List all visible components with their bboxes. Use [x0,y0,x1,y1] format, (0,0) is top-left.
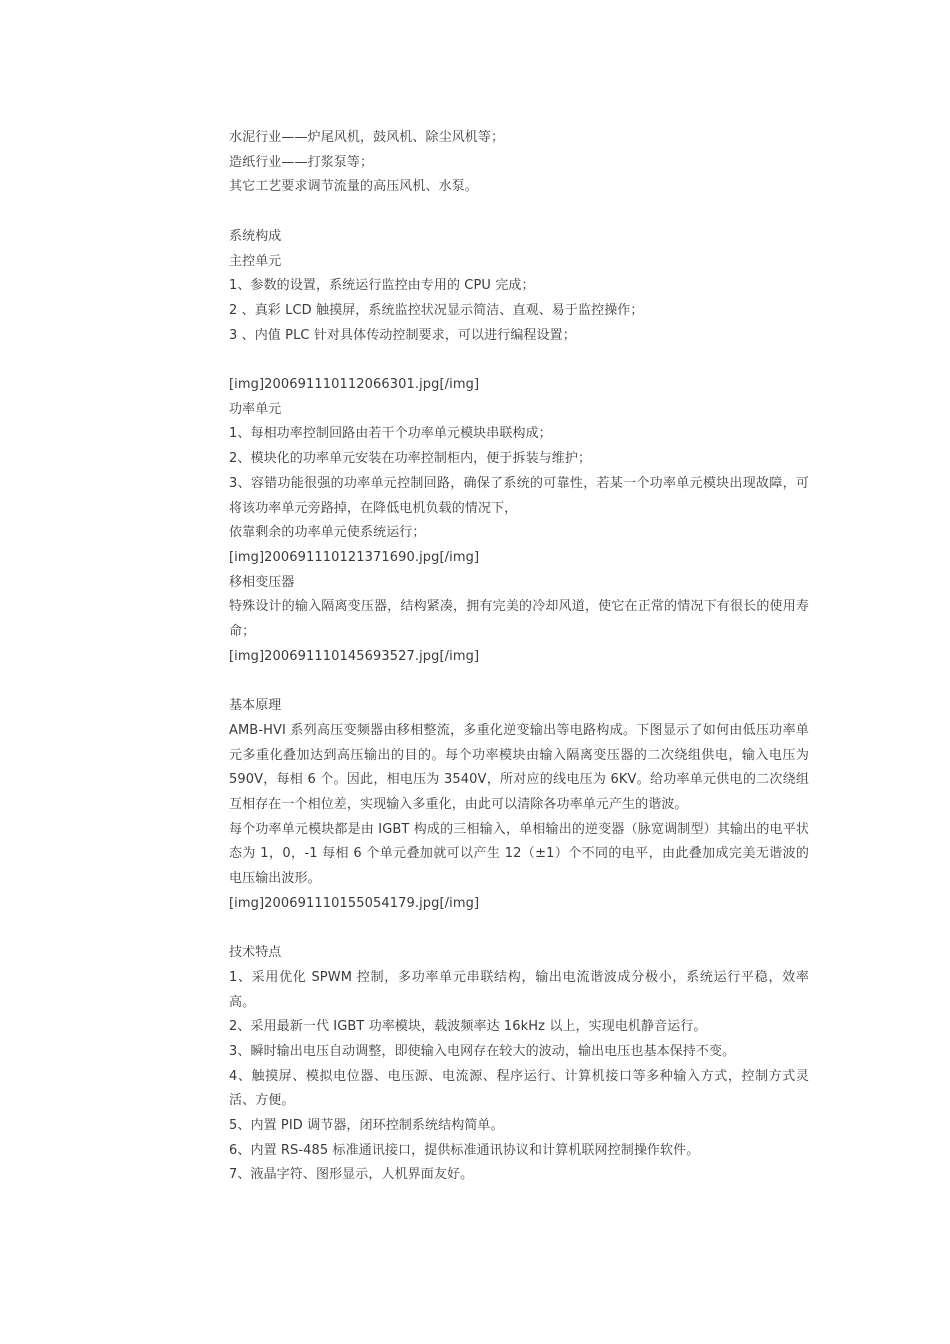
principle-paragraph-1: AMB-HVI 系列高压变频器由移相整流，多重化逆变输出等电路构成。下图显示了如何由低压功率单元多重化叠加达到高压输出的目的。每个功率模块由输入隔离变压器的二次绕组供电，输入电压为 590V，每相 6 个。因此，相电压为 3540V，所对应的线电压为 6KV。给功率单元供电的二次绕组互相存在一个相位差，实现输入多重化，由此可以清除各功率单元产生的谐波。 [229,722,809,812]
image-placeholder-1: [img]200691110112066301.jpg[/img] [229,377,480,392]
power-unit-item-2: 2、模块化的功率单元安装在功率控制柜内，便于拆装与维护； [229,451,592,467]
intro-line-paper: 造纸行业——打浆泵等； [229,154,374,170]
feature-item-2: 2、采用最新一代 IGBT 功率模块，载波频率达 16kHz 以上，实现电机静音运行。 [229,1019,707,1035]
spacer [229,200,809,225]
feature-item-5: 5、内置 PID 调节器，闭环控制系统结构简单。 [229,1118,504,1134]
transformer-text: 特殊设计的输入隔离变压器，结构紧凑，拥有完美的冷却风道，使它在正常的情况下有很长的使用寿命； [229,599,809,640]
feature-item-4: 4、触摸屏、模拟电位器、电压源、电流源、程序运行、计算机接口等多种输入方式，控制方式灵活、方便。 [229,1068,809,1109]
power-unit-item-1: 1、每相功率控制回路由若干个功率单元模块串联构成； [229,426,552,442]
main-unit-item-1: 1、参数的设置，系统运行监控由专用的 CPU 完成； [229,278,535,294]
main-unit-item-3: 3 、内值 PLC 针对具体传动控制要求，可以进行编程设置； [229,327,576,343]
section-heading-system: 系统构成 [229,228,282,244]
subheading-transformer: 移相变压器 [229,574,295,590]
feature-item-3: 3、瞬时输出电压自动调整，即使输入电网存在较大的波动，输出电压也基本保持不变。 [229,1043,736,1059]
subheading-power-unit: 功率单元 [229,401,282,417]
power-unit-item-3-continued: 依靠剩余的功率单元使系统运行； [229,525,426,541]
spacer [229,916,809,941]
image-placeholder-2: [img]200691110121371690.jpg[/img] [229,549,480,565]
document-body [229,126,809,1188]
feature-item-6: 6、内置 RS-485 标准通讯接口，提供标准通讯协议和计算机联网控制操作软件。 [229,1142,700,1158]
section-heading-principle: 基本原理 [229,698,282,714]
feature-item-7: 7、液晶字符、图形显示，人机界面友好。 [229,1167,474,1183]
spacer [229,669,809,694]
image-placeholder-4: [img]200691110155054179.jpg[/img] [229,895,480,911]
power-unit-item-3: 3、容错功能很强的功率单元控制回路，确保了系统的可靠性，若某一个功率单元模块出现故障，可将该功率单元旁路掉，在降低电机负载的情况下， [229,475,809,516]
subheading-main-unit: 主控单元 [229,253,282,269]
section-heading-features: 技术特点 [229,945,282,961]
spacer [229,348,809,373]
principle-paragraph-2: 每个功率单元模块都是由 IGBT 构成的三相输入，单相输出的逆变器（脉宽调制型）其输出的电平状态为 1，0，-1 每相 6 个单元叠加就可以产生 12（±1）个不同的电平，由此叠加成完美无谐波的电压输出波形。 [229,821,809,887]
feature-item-1: 1、采用优化 SPWM 控制，多功率单元串联结构，输出电流谐波成分极小，系统运行平稳，效率高。 [229,969,809,1010]
intro-line-cement: 水泥行业——炉尾风机，鼓风机、除尘风机等； [229,130,505,145]
image-placeholder-3: [img]200691110145693527.jpg[/img] [229,648,480,664]
intro-line-other: 其它工艺要求调节流量的高压风机、水泵。 [229,179,478,195]
main-unit-item-2: 2 、真彩 LCD 触摸屏，系统监控状况显示简洁、直观、易于监控操作； [229,302,644,318]
